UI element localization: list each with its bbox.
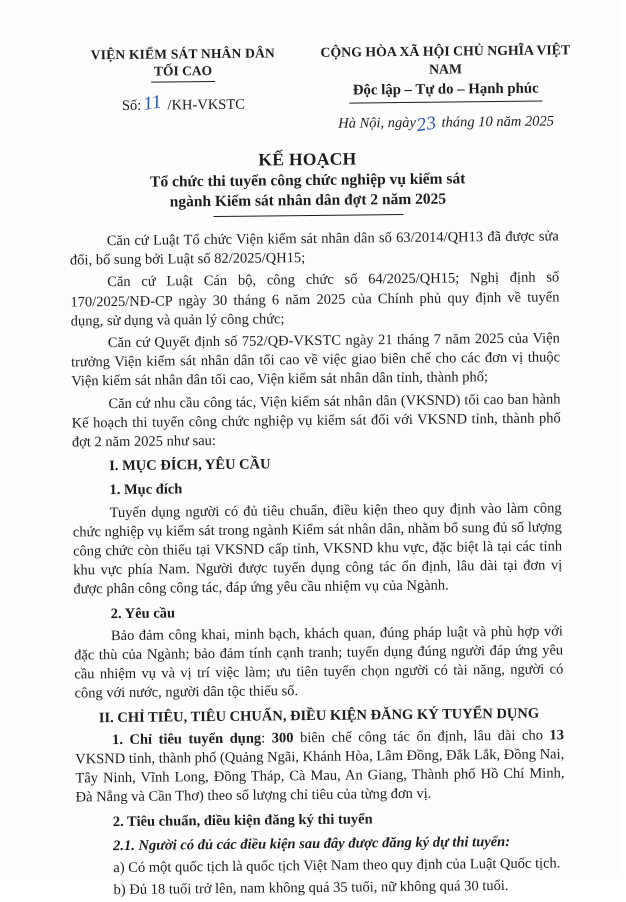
document-body bbox=[70, 227, 566, 901]
doc-number-label: Số: bbox=[121, 97, 142, 114]
org-name-line1: VIỆN KIỂM SÁT NHÂN DÂN bbox=[90, 45, 276, 63]
preamble-paragraph-2: Căn cứ Luật Cán bộ, công chức số 64/2025/QH15; Nghị định số 170/2025/NĐ-CP ngày 30 tháng 6 năm 2025 của Chính phủ quy định về tuyển dụng, sử dụng và quản lý công chức; bbox=[70, 269, 560, 330]
title-underline-rule bbox=[213, 214, 403, 217]
section-2-heading: II. CHỈ TIÊU, TIÊU CHUẨN, ĐIỀU KIỆN ĐĂNG KÝ TUYỂN DỤNG bbox=[98, 705, 540, 726]
preamble-paragraph-1: Căn cứ Luật Tổ chức Viện kiểm sát nhân dân số 63/2014/QH13 đã được sửa đổi, bổ sung bởi Luật số 82/2025/QH15; bbox=[69, 228, 559, 269]
national-motto-underlined: Độc lập – Tự do – Hạnh phúc bbox=[349, 80, 543, 104]
quota-item-text: biên chế công tác ổn định, lâu dài cho bbox=[293, 727, 550, 747]
province-count-bold: 13 bbox=[549, 727, 565, 744]
issuing-org-block bbox=[52, 44, 315, 116]
title-subject-line2: ngành Kiểm sát nhân dân đợt 2 năm 2025 bbox=[169, 190, 447, 211]
preamble-paragraph-4: Căn cứ nhu cầu công tác, Viện kiểm sát nhân dân (VKSND) tối cao ban hành Kế hoạch thi tuyển công chức nghiệp vụ kiểm sát đối với VKSND tỉnh, thành phố đợt 2 năm 2025 như sau: bbox=[71, 391, 561, 451]
preamble-paragraph-3: Căn cứ Quyết định số 752/QĐ-VKSTC ngày 21 tháng 7 năm 2025 của Viện trưởng Viện kiểm sát nhân dân tối cao về việc giao biên chế cho các đơn vị thuộc Viện kiểm sát nhân dân tối cao, Viện kiểm sát nhân dân tỉnh, thành phố; bbox=[70, 330, 561, 390]
org-name-line2 bbox=[52, 61, 314, 84]
date-suffix: tháng 10 năm 2025 bbox=[441, 113, 555, 131]
document-title-block bbox=[37, 144, 579, 219]
condition-b-text: b) Đủ 18 tuổi trở lên, nam không quá 35 tuổi, nữ không quá 30 tuổi. bbox=[113, 878, 509, 899]
national-motto-line bbox=[314, 79, 577, 104]
date-day-handwritten: 23 bbox=[415, 112, 439, 137]
section-1-1-heading: 1. Mục đích bbox=[109, 481, 183, 499]
org-name-underlined: TỐI CAO bbox=[151, 62, 215, 83]
condition-a-text: a) Có một quốc tịch là quốc tịch Việt Nam theo quy định của Luật Quốc tịch. bbox=[113, 855, 561, 877]
place-date-line bbox=[314, 110, 577, 137]
title-subject-line1: Tổ chức thi tuyển công chức nghiệp vụ kiểm sát bbox=[149, 170, 466, 191]
quota-item-colon: : bbox=[261, 730, 272, 747]
document-type-title: KẾ HOẠCH bbox=[258, 148, 357, 170]
section-2-2-heading: 2. Tiêu chuẩn, điều kiện đăng ký thi tuyển bbox=[112, 811, 373, 830]
doc-number-suffix: /KH-VKSTC bbox=[167, 96, 245, 114]
province-list-text: VKSND tỉnh, thành phố (Quảng Ngãi, Khánh Hòa, Lâm Đồng, Đắk Lắk, Đồng Nai, Tây Ninh, Vĩnh Long, Đồng Tháp, Cà Mau, An Giang, Thành phố Hồ Chí Minh, Đà Nẵng và Cần Thơ) theo số lượng chỉ tiêu của từng đơn vị. bbox=[75, 746, 565, 806]
date-prefix: Hà Nội, ngày bbox=[338, 114, 417, 132]
document-header bbox=[36, 41, 578, 136]
quota-item-lead-bold: 1. Chỉ tiêu tuyển dụng bbox=[111, 730, 262, 748]
section-1-heading: I. MỤC ĐÍCH, YÊU CẦU bbox=[109, 456, 271, 475]
document-number-line bbox=[52, 93, 314, 116]
national-name: CỘNG HÒA XÃ HỘI CHỦ NGHĨA VIỆT NAM bbox=[320, 42, 571, 77]
doc-number-handwritten: 11 bbox=[141, 91, 164, 115]
section-2-1-quota-paragraph bbox=[75, 726, 565, 808]
section-2-2-1-heading: 2.1. Người có đủ các điều kiện sau đây được đăng ký dự thi tuyển: bbox=[113, 833, 511, 854]
national-block bbox=[314, 41, 578, 137]
section-1-1-text: Tuyển dụng người có đủ tiêu chuẩn, điều kiện theo quy định vào làm công chức nghiệp vụ kiểm sát trong ngành Kiểm sát nhân dân, nhằm bổ sung đủ số lượng công chức còn thiếu tại VKSND cấp tỉnh, VKSND khu vực, đặc biệt là tại các tỉnh khu vực phía Nam. Người được tuyển dụng công tác ổn định, lâu dài tại đơn vị được phân công công tác, đáp ứng yêu cầu nhiệm vụ của Ngành. bbox=[72, 500, 563, 598]
section-1-2-text: Bảo đảm công khai, minh bạch, khách quan, đúng pháp luật và phù hợp với đặc thù của Ngành; bảo đảm tính cạnh tranh; tuyển dụng đúng người đáp ứng yêu cầu nhiệm vụ và vị trí việc làm; ưu tiên tuyển chọn người có tài năng, người có công với nước, người dân tộc thiểu số. bbox=[74, 623, 564, 702]
quota-number-bold: 300 bbox=[271, 730, 294, 747]
section-1-2-heading: 2. Yêu cầu bbox=[110, 605, 176, 622]
